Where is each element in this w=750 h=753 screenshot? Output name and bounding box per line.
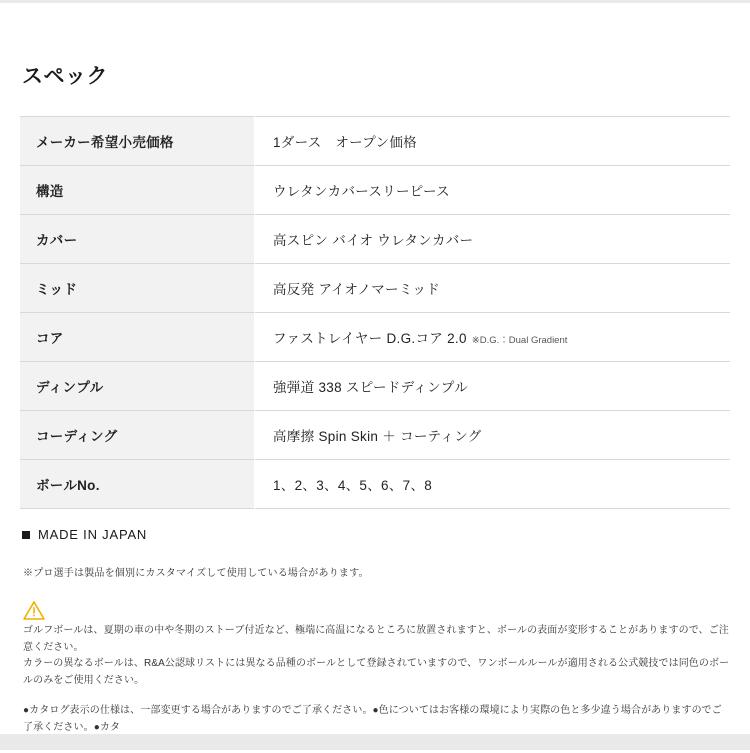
table-row (20, 313, 730, 362)
warning-block (20, 601, 730, 689)
catalog-note-line: ●カタログ表示の仕様は、一部変更する場合がありますのでご了承ください。●色についてはお客様の環境により実際の色と多少違う場合がありますのでご了承ください。●カタ (23, 705, 722, 733)
spec-value (255, 166, 731, 215)
spec-value-text: 1、2、3、4、5、6、7、8 (273, 478, 433, 493)
spec-table (20, 116, 730, 509)
spec-value (255, 362, 731, 411)
spec-value-note: ※D.G.：Dual Gradient (471, 335, 568, 346)
table-row (20, 166, 730, 215)
spec-value (255, 313, 731, 362)
spec-value (255, 215, 731, 264)
table-row (20, 264, 730, 313)
spec-value-text: 高摩擦 Spin Skin ＋ コーティング (273, 429, 482, 444)
bottom-divider (0, 734, 750, 750)
square-bullet-icon (22, 531, 30, 539)
table-row (20, 411, 730, 460)
spec-table-body (20, 117, 730, 509)
table-row (20, 362, 730, 411)
spec-label: メーカー希望小売価格 (20, 117, 255, 166)
spec-value-text: ファストレイヤー D.G.コア 2.0 (273, 331, 467, 346)
spec-label: ディンプル (20, 362, 255, 411)
warning-text (23, 623, 730, 689)
warning-line: ゴルフボールは、夏期の車の中や冬期のストーブ付近など、極端に高温になるところに放置されますと、ボールの表面が変形することがありますので、ご注意ください。 (23, 625, 729, 653)
table-row (20, 460, 730, 509)
spec-value-text: 高スピン バイオ ウレタンカバー (273, 233, 474, 248)
spec-label: コーディング (20, 411, 255, 460)
spec-label: カバー (20, 215, 255, 264)
spec-value-text: ウレタンカバースリーピース (273, 184, 450, 199)
spec-value (255, 264, 731, 313)
warning-triangle-icon (23, 601, 45, 620)
made-in-japan-label: MADE IN JAPAN (38, 527, 148, 542)
page-title: スペック (22, 65, 108, 88)
table-row (20, 215, 730, 264)
spec-label: ミッド (20, 264, 255, 313)
warning-line: カラーの異なるボールは、R&A公認球リストには異なる品種のボールとして登録されていますので、ワンボールルールが適用される公式競技では同色のボールのみをご使用ください。 (23, 658, 730, 686)
spec-label: 構造 (20, 166, 255, 215)
spec-label: コア (20, 313, 255, 362)
made-in-japan (20, 527, 730, 542)
spec-value (255, 460, 731, 509)
table-row (20, 117, 730, 166)
pro-customization-note: ※プロ選手は製品を個別にカスタマイズして使用している場合があります。 (23, 568, 369, 579)
spec-value-text: 強弾道 338 スピードディンプル (273, 380, 468, 395)
spec-value-text: 高反発 アイオノマーミッド (273, 282, 440, 297)
spec-value (255, 117, 731, 166)
spec-label: ボールNo. (20, 460, 255, 509)
spec-value-text: 1ダース オープン価格 (273, 135, 417, 150)
spec-value (255, 411, 731, 460)
